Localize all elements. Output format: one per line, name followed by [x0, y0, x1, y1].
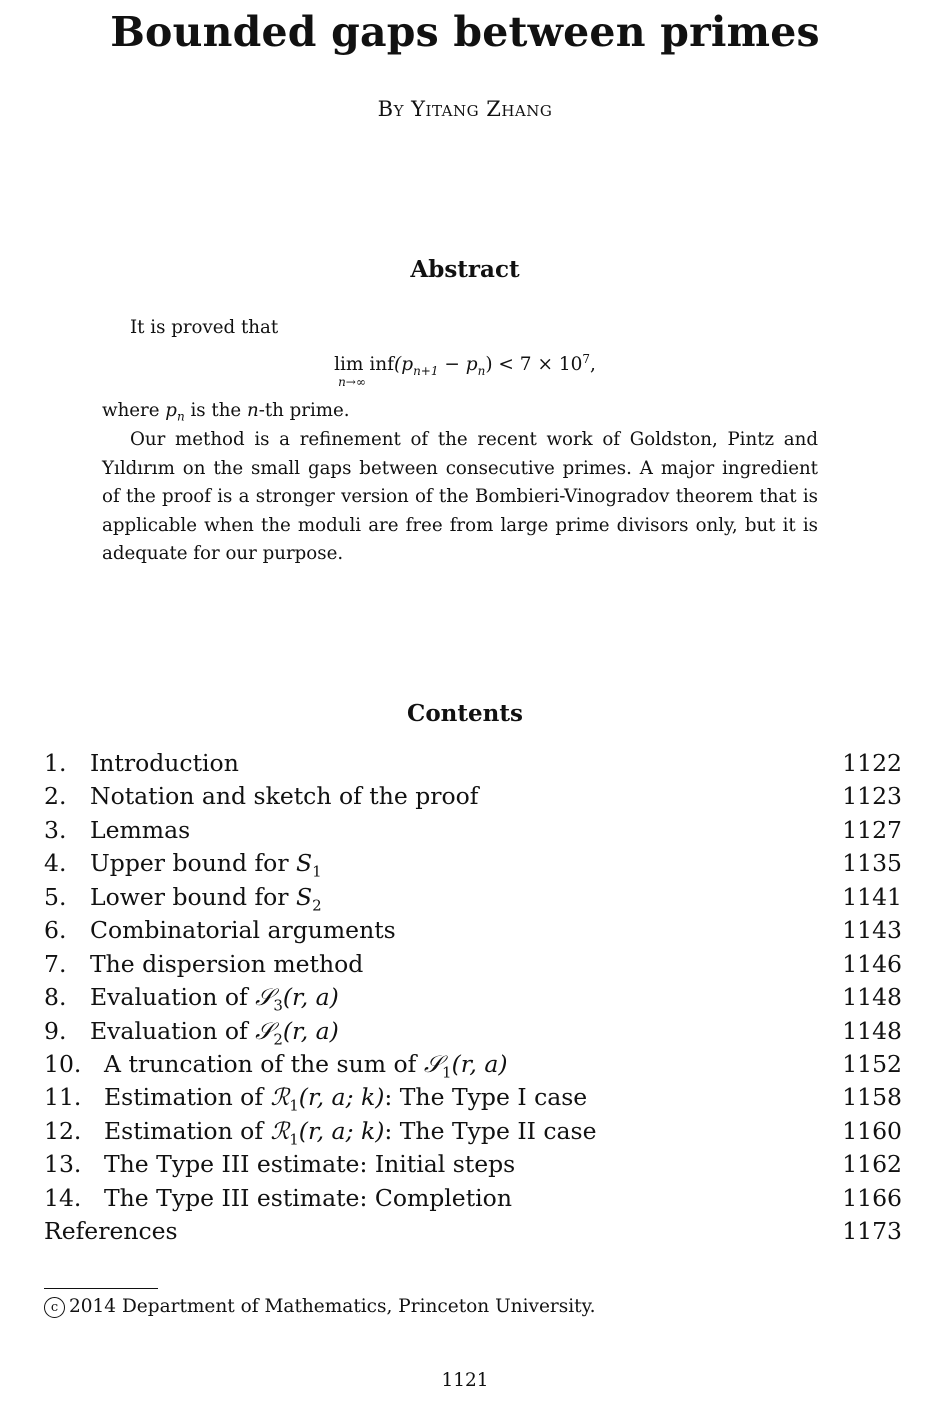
- toc-entry-title: A truncation of the sum of 𝒮$_1$(r, a): [104, 1049, 508, 1082]
- abstract-intro-line: It is proved that: [130, 317, 279, 338]
- eq-sub-n1: n+1: [413, 363, 439, 378]
- toc-entry-number: 8.: [44, 983, 67, 1012]
- toc-entry-title: Estimation of ℛ$_1$(r, a; k): The Type II case: [104, 1116, 597, 1149]
- toc-entry: [44, 849, 902, 882]
- toc-entry: [44, 983, 902, 1016]
- toc-entry-number: 13.: [44, 1150, 82, 1179]
- toc-entry-page: 1143: [842, 916, 902, 945]
- toc-entry: [44, 1083, 902, 1116]
- toc-references-page: 1173: [842, 1217, 902, 1246]
- toc-entry-number: 12.: [44, 1116, 82, 1145]
- copyright-icon: c: [44, 1297, 65, 1318]
- eq-comma: ,: [590, 354, 596, 376]
- toc-entry-page: 1148: [842, 1016, 902, 1045]
- lim-inf-operator: lim inf n→∞: [334, 354, 394, 390]
- copyright-footnote: [44, 1296, 595, 1318]
- toc-entry-page: 1146: [842, 949, 902, 978]
- toc-entry-title: Evaluation of 𝒮$_3$(r, a): [90, 983, 339, 1015]
- toc-entry-title: Lemmas: [90, 815, 191, 844]
- toc-entry: [44, 1184, 902, 1217]
- lim-subscript: n→∞: [338, 375, 366, 390]
- toc-entry-page: 1166: [842, 1183, 902, 1212]
- toc-entry-page: 1162: [842, 1150, 902, 1179]
- toc-entry-number: 1.: [44, 749, 67, 777]
- toc-entry: [44, 782, 902, 815]
- author-byline: By Yitang Zhang: [377, 97, 553, 121]
- abstract-paragraph: Our method is a refinement of the recent work of Goldston, Pintz and Yıldırım on the small gaps between consecutive primes. A major ingredient of the proof is a stronger version of the Bombieri-Vinogradov theorem that is applicable when the moduli are free from large prime divisors only, but it is adequate for our purpose.: [102, 429, 818, 565]
- toc-entry: [44, 1050, 902, 1083]
- toc-entry-number: 5.: [44, 882, 67, 911]
- toc-entry-page: 1127: [842, 815, 902, 844]
- toc-entry-number: 7.: [44, 949, 67, 978]
- toc-entry: [44, 816, 902, 849]
- toc-entry: [44, 1017, 902, 1050]
- toc-entry-number: 10.: [44, 1049, 82, 1078]
- toc-entry-number: 14.: [44, 1183, 82, 1212]
- toc-entry: [44, 916, 902, 949]
- toc-entry-title: The Type III estimate: Completion: [104, 1183, 512, 1212]
- toc-entry-title: The dispersion method: [90, 949, 364, 978]
- contents-heading: Contents: [407, 700, 523, 727]
- toc-entry-page: 1158: [842, 1083, 902, 1112]
- toc-entry: [44, 1150, 902, 1183]
- abstract-heading: Abstract: [410, 256, 520, 283]
- toc-entry-title: Introduction: [90, 749, 239, 777]
- copyright-text: 2014 Department of Mathematics, Princeton University.: [69, 1296, 596, 1317]
- toc-entry-number: 6.: [44, 916, 67, 945]
- toc-entry: [44, 950, 902, 983]
- toc-entry-title: The Type III estimate: Initial steps: [104, 1150, 516, 1179]
- toc-entry-title: Evaluation of 𝒮$_2$(r, a): [90, 1016, 339, 1049]
- toc-entry: [44, 883, 902, 916]
- toc-entry: [44, 1117, 902, 1150]
- abstract-where-line: where $p_n$ is the n-th prime.: [102, 400, 350, 424]
- toc-references: [44, 1217, 902, 1250]
- toc-entry-title: Upper bound for $S_1$: [90, 849, 322, 881]
- table-of-contents: [44, 749, 902, 1251]
- toc-entry-title: Combinatorial arguments: [90, 916, 396, 945]
- toc-entry-title: Estimation of ℛ$_1$(r, a; k): The Type I case: [104, 1083, 588, 1116]
- eq-open: (p: [394, 354, 414, 376]
- toc-entry-page: 1141: [842, 882, 902, 911]
- page-number: 1121: [441, 1370, 489, 1391]
- toc-entry-number: 3.: [44, 815, 67, 844]
- toc-references-title: References: [44, 1217, 178, 1246]
- toc-entry-number: 11.: [44, 1083, 82, 1112]
- display-equation: [0, 352, 930, 390]
- toc-entry-page: 1148: [842, 983, 902, 1012]
- eq-close: ) < 7 × 10: [485, 354, 583, 376]
- toc-entry-number: 4.: [44, 849, 67, 878]
- toc-entry-page: 1123: [842, 782, 902, 811]
- toc-entry-page: 1122: [842, 749, 902, 777]
- eq-sub-n: n: [477, 363, 486, 378]
- toc-entry-page: 1160: [842, 1116, 902, 1145]
- eq-minus: − p: [438, 354, 478, 376]
- toc-entry-number: 9.: [44, 1016, 67, 1045]
- toc-entry-number: 2.: [44, 782, 67, 811]
- toc-entry-page: 1152: [842, 1049, 902, 1078]
- toc-entry: [44, 749, 902, 782]
- eq-exponent: 7: [582, 352, 591, 366]
- toc-entry-title: Lower bound for $S_2$: [90, 882, 322, 915]
- footnote-rule: [44, 1288, 158, 1289]
- toc-entry-page: 1135: [842, 849, 902, 878]
- toc-entry-title: Notation and sketch of the proof: [90, 782, 479, 811]
- paper-title: Bounded gaps between primes: [110, 8, 820, 56]
